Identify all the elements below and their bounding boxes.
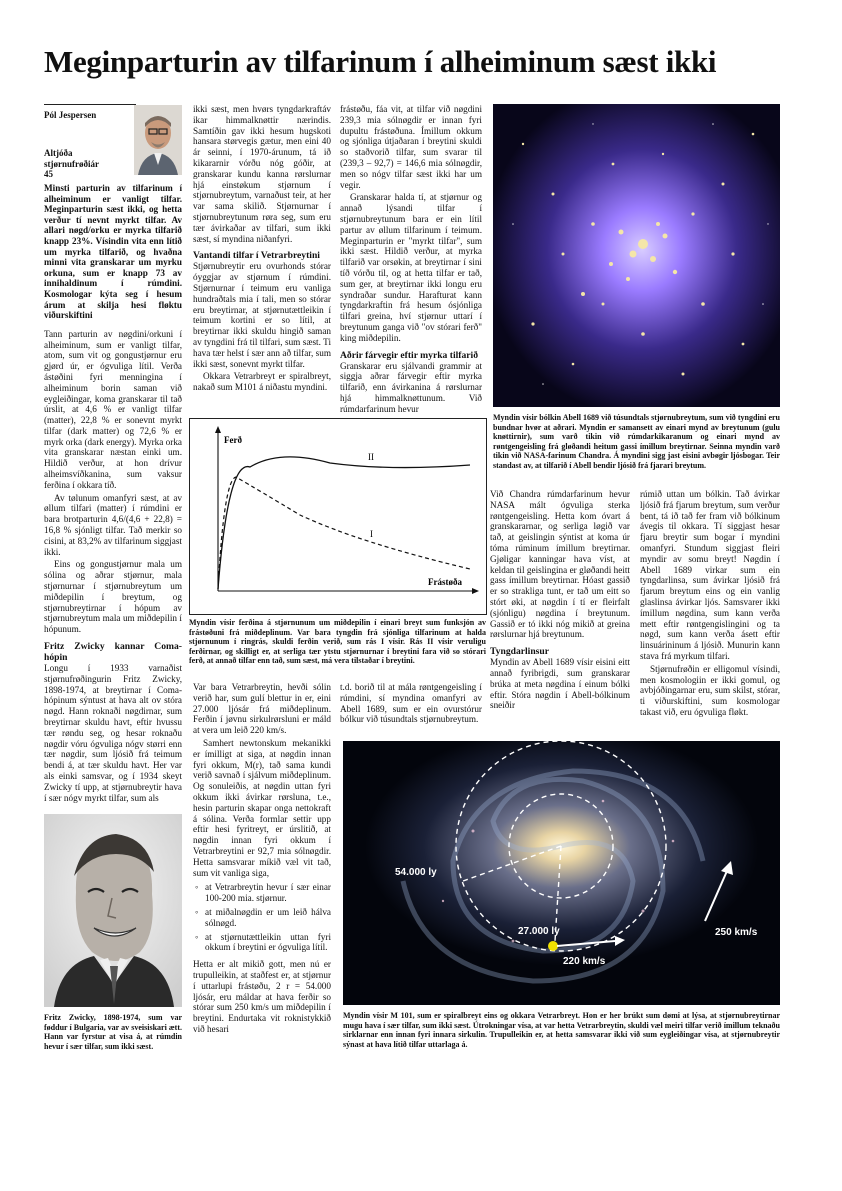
paragraph: Stjørnufrøðin er elligomul vísindi, men kosmologiin er ikki gomul, og avbjóðingarnar eru, sum skilst, stórar, ti viðurskiftini, sum kosmologar takast við, eru ógvuliga fløkt. [640,663,780,717]
paragraph: Av tølunum omanfyri sæst, at av øllum tilfari (matter) í rúmdini er bara brotparturin 4,6/(4,6 + 22,8) = 16,8 % sjónligt tilfar. Tað merkir so cisini, at 83,2% av tilfarinum siggjast ikki. [44,492,182,557]
column-3-bottom [340,682,482,732]
paragraph: Við Chandra rúmdarfarinum hevur NASA mált ógvuliga sterka røntgengeisling. Hetta kom óvart á granskararnar, og serliga løgið var tað, at geislingin sýntist at koma úr tóma rúminum ímillum breytirnar. Gjøligar kanningar hava víst, at keldan til geislingina er gløðandi heitt gass ímillum breytirnar. Hóast gassið er so strakliga tunt, er tað um eitt so stórt øki, at nøgdin í tí er fleirfalt (sjónligu) nøgdina í breytunum. Gassið er tó ikki nóg mikið at greina rørslurnar hjá breytunum. [490,489,630,640]
column-2-bottom [193,682,331,1062]
paragraph: ikki sæst, men hvørs tyngdarkraftáv ikar himmalknøttir nærindis. Samtíðin gav ikki hesum hugskoti hansara størvegis gætur, men eini 40 ár seinni, í 1970-árunum, tá ið kikararnir vórðu nóg góðir, at granskarar kundu kanna rørslurnar hjá einstøkum stjørnum í stjørnubreytum, varnaðust teir, at her var sama skilið. Stjørnurnar í stjørnubreytunum røra seg, sum eru tær ávirkaðar av tilfari, sum ikki sæst, sí myndina niðanfyri. [193,104,331,244]
section-heading: Fritz Zwicky kannar Coma-hópin [44,641,182,664]
author-block [44,104,136,180]
zwicky-photo [44,814,182,1007]
x-axis-label: Frástøða [428,577,462,587]
section-heading: Tyngdarlinsur [490,646,550,658]
paragraph: Eins og gongustjørnur mala um sólina og aðrar stjørnur, mala stjørnurnar í stjørnubreytum um miðdepilin í breytum, og stjørnubreytirnar í hópum av stjørnubreytum mala um miðdepilin í hópunum. [44,559,182,635]
paragraph: Hetta er alt mikið gott, men nú er trupulleikin, at staðfest er, at stjørnur í uttarlupi frástøðu, 2 r = 54.000 ljósár, eru máldar at hava ferðir so stórar sum 250 km/s um miðdepilin í breytini. Endurtaka vit roknistykkið við hesari [193,959,331,1034]
section-heading: Aðrir fárvegir eftir myrka tilfarið [340,349,478,361]
label-27000: 27.000 ly [518,926,560,937]
curve-II [218,457,470,589]
y-axis-label: Ferð [224,435,242,445]
rotation-curve-figure [189,418,487,615]
list-item: ◦ at stjørnutættleikin uttan fyri okkum í breytini er ógvuliga lítil. [193,932,331,954]
curve-I [218,477,470,589]
label-54000: 54.000 ly [395,867,437,878]
author-role: Altjóða stjørnufrøðiár 45 [44,148,99,179]
paragraph: t.d. borið til at mála røntgengeisling í rúmdini, sí myndina omanfyri av Abell 1689, sum er ein ovurstórur bólkur við túsundtals stjørnubreytum. [340,682,482,725]
m101-caption: Myndin vísir M 101, sum er spiralbreyt eins og okkara Vetrarbreyt. Hon er her brúkt sum dømi at lýsa, at stjørnubreytirnar mugu hava í sær tilfar, sum ikki sæst. Útrokningar vísa, at var hetta Vetrarbreytin, skuldi væl meiri tilfar verið ímillum teknaðu sirklarnar enn innan fyri innara sirkulin. Trupulleikin er, at hetta samsvarar ikki við sum eygleiðingar vísa, at stjørnubreytir sýnast at hava lítið tilfar uttarlaga á. [343,1011,780,1049]
paragraph: Var bara Vetrarbreytin, hevði sólin verið har, sum gulí blettur in er, eini 27.000 ljósár frá miðdeplinum. Ferðin í jøvnu sirkulrørsluni er máld at vera um leið 220 km/s. [193,682,331,736]
author-name: Pól Jespersen [44,110,97,120]
column-1 [44,183,182,808]
list-item: ◦ at Vetrarbreytin hevur í sær einar 100-200 mia. stjørnur. [193,882,331,904]
paragraph: rúmið uttan um bólkin. Tað ávirkar ljósið frá fjarum breytum, sum verður bent, tá ið tað fer fram við bólkinum ávegis til okkara. Tí siggjast hesar fjaru breytir sum bogar í myndini omanfyri. Stundum siggjast fleiri myndir av somu breyt! Nøgdin í Abell 1689 virkar sum ein tyngdarlinsa, sum ávirkar ljósið frá fjarum breytum eins og ein vanlig glaslinsa ávirkar ljós. Samsvarer ikki ímillum nøgdina, sum kann verða mett eftir røntgengislingini og ta nøgd, sum kann verða ásett eftir linsuárininum á ljósið. Munurin kann stava frá myrkum tilfari. [640,489,780,661]
column-5 [640,489,780,734]
zwicky-caption: Fritz Zwicky, 1898-1974, sum var føddur í Bulgaria, var av sveisiskari ætt. Hann var fyrstur at visa á, at rúmdin hevur í sær tilfar, sum ikki sæst. [44,1013,182,1051]
sun-marker [548,941,558,951]
column-4 [490,489,630,734]
column-2 [193,104,331,416]
column-3 [340,104,482,416]
m101-image [343,741,780,1005]
article-title: Meginparturin av tilfarinum í alheiminum sæst ikki [44,44,717,79]
graph-caption: Myndin vísir ferðina á stjørnunum um miðdepilin í einari breyt sum funksjón av frástøðuni frá miðdeplinum. Var bara tyngdin frá sjónliga tilfarinum at halda stjørnunum í ringrás, skuldi ferðin verið, sum rás I vísir. Rás II vísir veruligu ferðirnar, og skilligt er, at serliga tær ytstu stjørnurnar í breytini fara við so stórari ferð, at annað tilfar enn tað, sum sæst, má vera tilstaðar í breytini. [189,618,486,666]
lead-paragraph: Minsti parturin av tilfarinum í alheiminum er vanligt tilfar. Meginparturin sæst ikki, og hetta verður tí nevnt myrkt tilfar. Av allari nøgd/orku er myrka tilfarið knapp 23%. Vísindin vita enn lítið um myrka tilfarið, og hvaðna minni vita granskarar um myrku orkuna, sum er knapp 73 av innihaldinum í rúmdini. Kosmologar kýta seg í hesum árum at skilja hesi fløktu viðurskiftini [44,183,182,321]
paragraph: Granskarar eru sjálvandi grammir at siggja aðrar fárvegir eftir myrka tilfarið, enn ávirkanina á rørslurnar hjá himmalknøttunum. Við rúmdarfarinum hevur [340,360,482,414]
paragraph: Okkara Vetrarbreyt er spiralbreyt, nakað sum M101 á niðastu myndini. [193,371,331,393]
bullet-list [193,882,331,953]
abell-1689-image [493,104,780,407]
abell-caption: Myndin vísir bólkin Abell 1689 við túsundtals stjørnubreytum, sum við tyngdini eru bundnar hvør at aðrari. Myndin er samansett av einari mynd av breytunum (gulu knøttirnir), sum varð tikin við rúmdarkikaranum og einari mynd av røntgengeisling frá gløðandi heitum gassi ímillum breytirnar. Seinna myndin varð tikin við NASA-farinum Chandra. Á myndini sigg jast eisini avbøgir ljósbogar. Teir standast av, at tilfarið í Abell bendir ljósið frá fjarari breytum. [493,413,780,470]
paragraph: Myndin av Abell 1689 vísir eisini eitt annað fyribrigdi, sum granskarar brúka at meta nøgdina í einum bólki eftir. Stóra nøgdin í Abell-bólkinum sneiðir [490,657,630,711]
paragraph: Longu í 1933 varnaðist stjørnufrøðingurin Fritz Zwicky, 1898-1974, at breytirnar í Coma-hópinum sýntust at hava alt ov stóra nøgd. Hann roknaði nøgdirnar, sum breytirnar skuldu havt, eftir hvussu tær røndu seg, og hesar roknaðu nøgdir vóru ógvuliga nógv størri enn tær nøgdir, sum ljósið frá teimum bendi á, at tær skuldu havt. Her var als einki samsvar, og í 1934 skeyt Zwicky tí upp, at stjørnubreytir hava í sær nógv myrkt tilfar, sum als [44,663,182,803]
paragraph: Granskarar halda tí, at stjørnur og annað lýsandi tilfar í stjørnubreytunum bara er ein lítil partur av øllum tilfarinum í teimum. Meginparturin er "myrkt tilfar", sum ikki sæst. Hildið verður, at myrka tilfarið var orsøkin, at breytirnar í sini tíð vórðu til, og at hetta tilfar er tað, sum ger, at breytirnar ikki longu eru syndraðar sundur. Harafturat kann tyngdarkraftin frá hesum ósjónliga tilfari greina, hví stjørnur uttarí í breytunum ganga við "ov stórari ferð" king miðdepilin. [340,192,482,343]
section-heading: Vantandi tilfar í Vetrarbreytini [193,250,320,262]
paragraph: Samhert newtonskum mekanikki er ímilligt at siga, at nøgdin innan fyri okkum, M(r), tað sama kundi verið savnað í sjálvum miðdeplinum. Og sonuleiðis, at nøgdin uttan fyri okkum ikki ávirkar rørsluna, t.e., hesin parturin skapar onga nettokraft á sólina. Verða formlar settir upp eftir hesi fyritreyt, er úrslitið, at nøgdin innan fyri okkum í Vetrarbreytini er 92,7 mia sólnøgdir. Hetta samsvarar míkið væl vit tað, sum vit vanliga siga, [193,737,331,878]
label-250: 250 km/s [715,927,758,938]
curve-II-label: II [368,452,374,462]
author-photo [134,105,182,175]
paragraph: frástøðu, fáa vit, at tilfar við nøgdini 239,3 mia sólnøgdir er innan fyri dupultu frástøðuna. Ímillum okkum og sjónliga útjaðaran í breytini skuldi so staðvorið tilfar, sum svarar til (239,3 – 92,7) = 146,6 mia sólnøgdir, men so nógv tilfar sæst ikki har um vegir. [340,104,482,190]
list-item: ◦ at miðalnøgdin er um leið hálva sólnøgd. [193,907,331,929]
label-220: 220 km/s [563,956,606,967]
curve-I-label: I [370,529,373,539]
paragraph: Tann parturin av nøgdini/orkuni í alheiminum, sum er vanligt tilfar, atom, sum vit og gongustjørnur eru gjørd úr, er ógvuliga lítil. Verða ástøðini fyri menningina í alheiminum borin saman við eygleiðingar, koma granskarar til tað úrslit, at 4,6 % er vanligt tilfar (matter), 22,8 % er sonevnt myrkt tilfar (dark matter) og 72,6 % er myrk orka (dark energy). Myrka orka vita granskarar næstan einki um. Hildið verður, at hon drívur alheimsvíðkanina, sum vaksur ferðina í okkara tíð. [44,328,182,490]
paragraph: Stjørnubreytir eru ovurhonds stórar óyggjar av stjørnum í rúmdini. Stjørnurnar í teimum eru vanliga hundraðtals mia í tali, men so stórar eru breytirnar, at stjørnutættleikin í teimum kortini er so lítil, at breytirnar ikki skuldu hingið saman av tyngdini frá til tilfari, sum sæst. Ti hava tær helst í sær ann að tilfar, sum ikki sæst, sonevnt myrkt tilfar. [193,261,331,369]
